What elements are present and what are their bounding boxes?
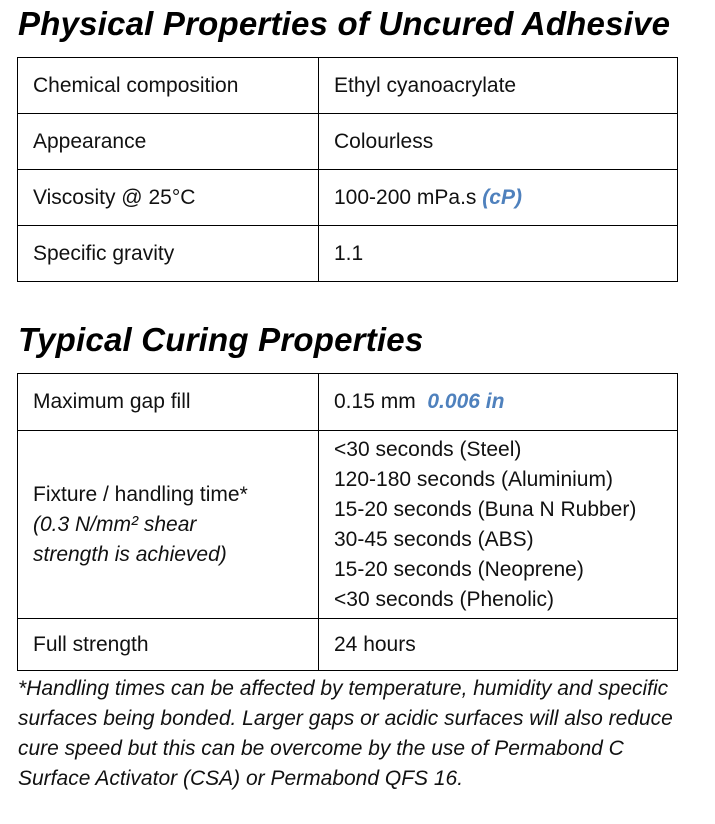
- property-value: 100-200 mPa.s: [334, 185, 477, 209]
- property-value: 1.1: [319, 226, 678, 282]
- property-value-cell: [319, 170, 678, 226]
- property-label: Viscosity @ 25°C: [18, 170, 319, 226]
- fixture-time-item: 120-180 seconds (Aluminium): [334, 467, 613, 491]
- fixture-time-item: <30 seconds (Phenolic): [334, 587, 555, 611]
- table-row: [18, 114, 678, 170]
- curing-properties-title: Typical Curing Properties: [18, 321, 424, 358]
- property-label: Maximum gap fill: [18, 374, 319, 431]
- physical-properties-title: Physical Properties of Uncured Adhesive: [18, 5, 671, 42]
- fixture-time-item: 15-20 seconds (Buna N Rubber): [334, 497, 637, 521]
- table-row: [18, 619, 678, 671]
- physical-properties-table: [17, 57, 678, 282]
- property-value: Colourless: [319, 114, 678, 170]
- property-label: Fixture / handling time*: [33, 482, 248, 506]
- fixture-time-item: 15-20 seconds (Neoprene): [334, 557, 584, 581]
- property-label: Chemical composition: [18, 58, 319, 114]
- fixture-time-item: 30-45 seconds (ABS): [334, 527, 534, 551]
- table-row: [18, 170, 678, 226]
- curing-properties-table: [17, 373, 678, 671]
- property-note-line: (0.3 N/mm² shear: [33, 512, 197, 536]
- table-row: [18, 226, 678, 282]
- fixture-time-item: <30 seconds (Steel): [334, 437, 522, 461]
- property-value: Ethyl cyanoacrylate: [319, 58, 678, 114]
- property-value: 24 hours: [319, 619, 678, 671]
- fixture-times-cell: [319, 431, 678, 619]
- property-label-cell: [18, 431, 319, 619]
- property-label: Appearance: [18, 114, 319, 170]
- table-row: [18, 431, 678, 619]
- property-note-line: strength is achieved): [33, 542, 227, 566]
- property-value: 0.15 mm: [334, 390, 416, 413]
- property-value-alt-unit: (cP): [482, 185, 522, 209]
- property-label: Full strength: [18, 619, 319, 671]
- property-label: Specific gravity: [18, 226, 319, 282]
- property-value-alt-unit: 0.006 in: [427, 390, 505, 413]
- table-row: [18, 58, 678, 114]
- property-value-cell: [319, 374, 678, 431]
- table-row: [18, 374, 678, 431]
- footnote: *Handling times can be affected by temperature, humidity and specific surfaces being bonded. Larger gaps or acidic surfaces will also reduce cure speed but this can be overcome by the use of Permabond C Surface Activator (CSA) or Permabond QFS 16.: [18, 677, 673, 790]
